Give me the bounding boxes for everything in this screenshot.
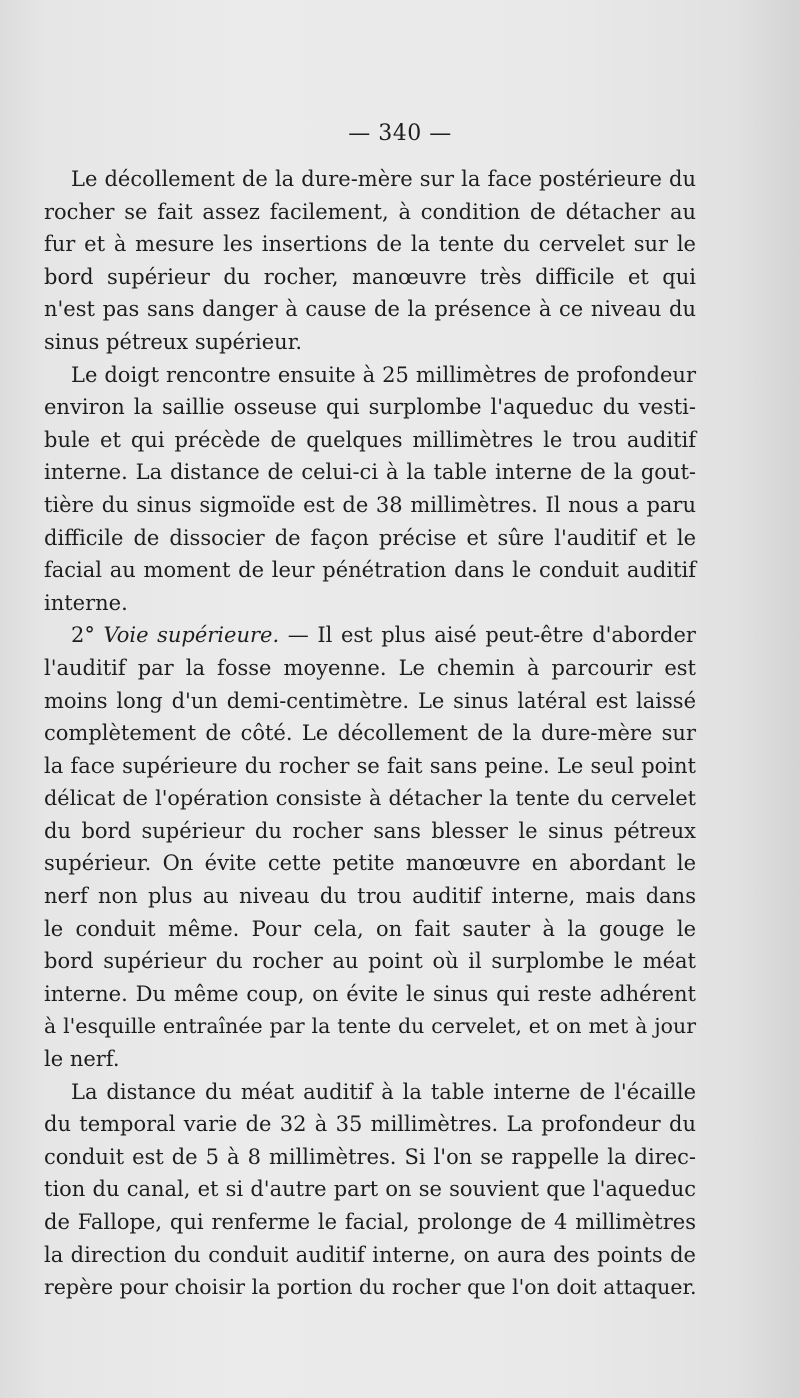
- paragraph: [44, 359, 696, 620]
- text-line: le conduit même. Pour cela, on fait sauter à la gouge le: [44, 916, 696, 941]
- text-line: interne. La distance de celui-ci à la table interne de la gout-: [44, 460, 696, 485]
- section-title: Voie supérieure.: [103, 623, 280, 648]
- page-number: — 340 —: [348, 121, 452, 146]
- text-line: délicat de l'opération consiste à détacher la tente du cervelet: [44, 786, 696, 811]
- text-line: à l'esquille entraînée par la tente du cervelet, et on met à jour: [44, 1014, 696, 1039]
- text-line: rocher se fait assez facilement, à condition de détacher au: [44, 199, 696, 224]
- text-line: moins long d'un demi-centimètre. Le sinus latéral est laissé: [44, 688, 696, 713]
- text-line: tion du canal, et si d'autre part on se souvient que l'aqueduc: [44, 1177, 696, 1202]
- text-line: la direction du conduit auditif interne, on aura des points de: [44, 1242, 696, 1267]
- text-line: du bord supérieur du rocher sans blesser le sinus pétreux: [44, 818, 696, 843]
- text-line: nerf non plus au niveau du trou auditif interne, mais dans: [44, 884, 696, 909]
- text-line: interne.: [44, 590, 128, 615]
- section-number: 2°: [71, 623, 104, 648]
- text-line: supérieur. On évite cette petite manœuvre en abordant le: [44, 851, 696, 876]
- paragraph: [44, 1076, 696, 1304]
- text-line: La distance du méat auditif à la table interne de l'écaille: [71, 1079, 696, 1104]
- text-line: bord supérieur du rocher, manœuvre très difficile et qui: [44, 264, 696, 289]
- paragraph: [44, 619, 696, 1075]
- text-line: difficile de dissocier de façon précise et sûre l'auditif et le: [44, 525, 696, 550]
- text-line: n'est pas sans danger à cause de la présence à ce niveau du: [44, 297, 696, 322]
- section-heading-text: — Il est plus aisé peut-être d'aborder: [279, 623, 696, 648]
- text-line: tière du sinus sigmoïde est de 38 millimètres. Il nous a paru: [44, 492, 696, 517]
- section-heading-line: [44, 619, 696, 652]
- body-text: [44, 163, 696, 1304]
- paragraph: [44, 163, 696, 359]
- text-line: Le décollement de la dure-mère sur la face postérieure du: [71, 167, 696, 191]
- text-line: du temporal varie de 32 à 35 millimètres. La profondeur du: [44, 1112, 696, 1137]
- text-line: facial au moment de leur pénétration dans le conduit auditif: [44, 558, 696, 583]
- text-line: bule et qui précède de quelques millimètres le trou auditif: [44, 427, 696, 452]
- text-line: la face supérieure du rocher se fait sans peine. Le seul point: [44, 753, 696, 778]
- text-line: le nerf.: [44, 1047, 120, 1072]
- text-line: l'auditif par la fosse moyenne. Le chemin à parcourir est: [44, 655, 696, 680]
- text-line: interne. Du même coup, on évite le sinus qui reste adhérent: [44, 981, 696, 1006]
- text-line: bord supérieur du rocher au point où il surplombe le méat: [44, 949, 696, 974]
- text-line: environ la saillie osseuse qui surplombe l'aqueduc du vesti-: [44, 395, 696, 420]
- text-line: repère pour choisir la portion du rocher que l'on doit attaquer.: [44, 1275, 697, 1300]
- text-line: fur et à mesure les insertions de la tente du cervelet sur le: [44, 232, 696, 257]
- text-line: complètement de côté. Le décollement de la dure-mère sur: [44, 721, 696, 746]
- text-line: sinus pétreux supérieur.: [44, 329, 303, 354]
- text-line: Le doigt rencontre ensuite à 25 millimètres de profondeur: [71, 362, 696, 387]
- text-line: conduit est de 5 à 8 millimètres. Si l'on se rappelle la direc-: [44, 1144, 696, 1169]
- text-line: de Fallope, qui renferme le facial, prolonge de 4 millimètres: [44, 1210, 696, 1234]
